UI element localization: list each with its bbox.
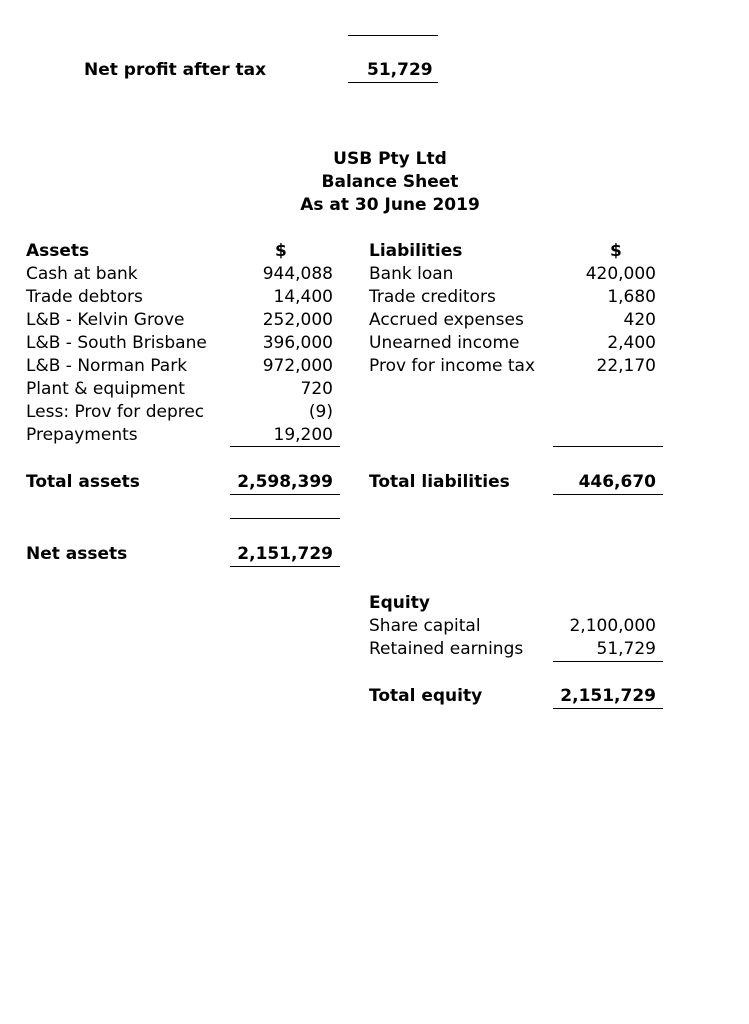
asset-value: (9): [308, 402, 333, 422]
assets-currency: $: [275, 241, 287, 261]
asset-values: [230, 263, 333, 447]
net-assets-bottom-rule: [230, 566, 340, 567]
liability-value: 420: [623, 310, 656, 330]
liabilities-currency: $: [610, 241, 622, 261]
liability-label: Trade creditors: [369, 287, 496, 307]
liability-value: 420,000: [585, 264, 656, 284]
total-equity-label: Total equity: [369, 686, 483, 706]
asset-label: Plant & equipment: [26, 379, 185, 399]
liabilities-heading: Liabilities: [369, 241, 463, 261]
total-equity-value: 2,151,729: [560, 686, 656, 706]
net-profit-value: 51,729: [367, 60, 433, 80]
total-assets-rule: [230, 494, 340, 495]
asset-label: Cash at bank: [26, 264, 138, 284]
statement-title: Balance Sheet: [321, 172, 459, 192]
asset-label: Prepayments: [26, 425, 138, 445]
profit-bottom-rule: [348, 82, 438, 83]
asset-value: 972,000: [262, 356, 333, 376]
liability-value: 1,680: [607, 287, 656, 307]
asset-label: Trade debtors: [26, 287, 143, 307]
liability-values: [556, 263, 656, 378]
net-assets-label: Net assets: [26, 544, 128, 564]
asset-label: L&B - Kelvin Grove: [26, 310, 185, 330]
liability-label: Prov for income tax: [369, 356, 536, 376]
equity-labels: [369, 615, 523, 661]
asset-value: 252,000: [262, 310, 333, 330]
asset-label: L&B - South Brisbane: [26, 333, 207, 353]
total-liabilities-label: Total liabilities: [369, 472, 510, 492]
asset-value: 19,200: [273, 425, 333, 445]
liability-label: Accrued expenses: [369, 310, 524, 330]
asset-label: Less: Prov for deprec: [26, 402, 205, 422]
liabilities-subtotal-rule: [553, 446, 663, 447]
asset-value: 944,088: [262, 264, 333, 284]
liability-value: 2,400: [607, 333, 656, 353]
net-assets-top-rule: [230, 518, 340, 519]
equity-value: 51,729: [596, 639, 656, 659]
assets-subtotal-rule: [230, 446, 340, 447]
equity-subtotal-rule: [553, 661, 663, 662]
liability-label: Bank loan: [369, 264, 454, 284]
equity-label: Share capital: [369, 616, 481, 636]
asset-value: 720: [300, 379, 333, 399]
net-profit-label: Net profit after tax: [84, 60, 267, 80]
statement-date: As at 30 June 2019: [300, 195, 480, 215]
equity-values: [556, 615, 656, 661]
company-name: USB Pty Ltd: [333, 149, 447, 169]
net-assets-value: 2,151,729: [237, 544, 333, 564]
total-equity-rule: [553, 708, 663, 709]
equity-label: Retained earnings: [369, 639, 524, 659]
asset-label: L&B - Norman Park: [26, 356, 188, 376]
total-assets-value: 2,598,399: [237, 472, 333, 492]
liability-label: Unearned income: [369, 333, 520, 353]
total-liabilities-rule: [553, 494, 663, 495]
equity-heading: Equity: [369, 593, 430, 613]
asset-value: 396,000: [262, 333, 333, 353]
profit-top-rule: [348, 35, 438, 36]
asset-value: 14,400: [273, 287, 333, 307]
equity-value: 2,100,000: [569, 616, 656, 636]
assets-heading: Assets: [26, 241, 90, 261]
asset-labels: [26, 263, 207, 447]
total-assets-label: Total assets: [26, 472, 140, 492]
liability-value: 22,170: [596, 356, 656, 376]
liability-labels: [369, 263, 535, 378]
total-liabilities-value: 446,670: [578, 472, 656, 492]
